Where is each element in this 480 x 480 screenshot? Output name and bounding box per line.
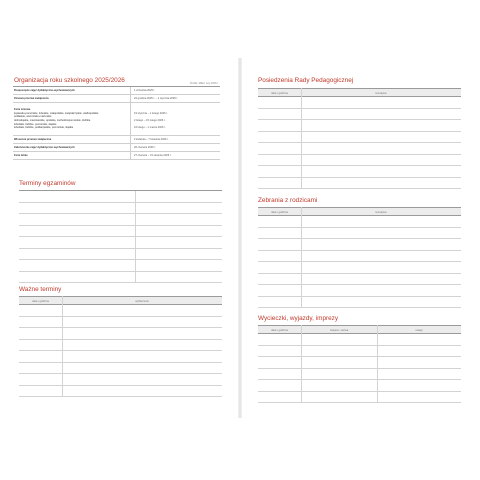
important-table (19, 296, 222, 397)
table-row (19, 203, 222, 215)
column-divider (301, 207, 302, 308)
table-row (258, 120, 461, 132)
trips-table (258, 325, 461, 403)
table-row (258, 178, 461, 190)
table-row: Ferie zimowe kujawsko-pomorskie, lubuskie, małopolskie, świętokrzyskie, wielkopolskie podlaskie, warmińsko-mazurskie dolnośląskie, mazowieckie, opolskie, zachodniopomorskie, łódzkie lubelskie, łódzkie, pomorskie, śląskie lubelskie, łódzkie, podkarpackie, pomorskie, śląskie 19 stycznia – 1 lutego 2026 r. 2 lutego – 15 lutego 2026 r. 16 lutego – 1 marca 2026 r. (13, 103, 220, 136)
table-row (258, 380, 461, 392)
table-row (19, 237, 222, 249)
table-row (258, 97, 461, 109)
table-row (19, 363, 222, 375)
parents-title: Zebrania z rodzicami (258, 197, 318, 204)
table-row (258, 357, 461, 369)
table-row: Wiosenna przerwa świąteczna 2 kwietnia – 7 kwietnia 2026 r. (13, 136, 220, 144)
table-row (258, 228, 461, 240)
exams-title: Terminy egzaminów (19, 180, 76, 187)
council-title: Posiedzenia Rady Pedagogicznej (258, 77, 354, 84)
table-row (19, 272, 222, 284)
table-row (19, 317, 222, 329)
table-row: Zimowa przerwa świąteczna 22 grudnia 2025 r. – 1 stycznia 2026 r. (13, 95, 220, 103)
school-year-table (13, 86, 220, 160)
table-row (19, 351, 222, 363)
org-title: Organizacja roku szkolnego 2025/2026 (14, 77, 125, 84)
table-row (258, 262, 461, 274)
column-divider (377, 325, 378, 403)
table-header: data i godzina tematyka (258, 88, 461, 97)
table-row (19, 305, 222, 317)
table-row (258, 369, 461, 381)
table-row (258, 285, 461, 297)
book-spine (238, 58, 242, 418)
table-row (258, 392, 461, 404)
table-row (19, 328, 222, 340)
exams-table (19, 190, 222, 283)
table-row (258, 155, 461, 167)
table-row (258, 334, 461, 346)
table-row (258, 166, 461, 178)
table-row (19, 340, 222, 352)
column-divider (135, 191, 136, 283)
table-row (258, 239, 461, 251)
table-row (258, 346, 461, 358)
table-header: data i godzina wydarzenie (19, 296, 222, 305)
column-divider (301, 325, 302, 403)
table-row (19, 226, 222, 238)
table-row: Ferie letnie 27 czerwca – 31 sierpnia 2026 r. (13, 152, 220, 160)
table-row (19, 260, 222, 272)
column-divider (301, 88, 302, 189)
important-title: Ważne terminy (19, 286, 62, 293)
trips-title: Wycieczki, wyjazdy, imprezy (258, 315, 339, 322)
table-row (258, 109, 461, 121)
table-row (258, 132, 461, 144)
table-header: data i godzina tematyka (258, 207, 461, 216)
table-row (19, 374, 222, 386)
table-row (258, 297, 461, 309)
table-row (19, 214, 222, 226)
council-table (258, 88, 461, 189)
table-row: Zakończenie zajęć dydaktyczno-wychowawczych 26 czerwca 2026 r. (13, 144, 220, 152)
table-row (258, 143, 461, 155)
table-row (19, 191, 222, 203)
table-header: data i godzina miejsce, nazwa uwagi (258, 325, 461, 334)
table-row (19, 386, 222, 398)
column-divider (62, 296, 63, 397)
table-row (258, 274, 461, 286)
table-row: Rozpoczęcie zajęć dydaktyczno-wychowawczych 1 września 2025 r. (13, 87, 220, 95)
table-row (258, 216, 461, 228)
org-source: Źródło: MEN, luty 2025 r. (190, 82, 219, 85)
table-row (19, 249, 222, 261)
table-row (258, 251, 461, 263)
parents-table (258, 207, 461, 308)
